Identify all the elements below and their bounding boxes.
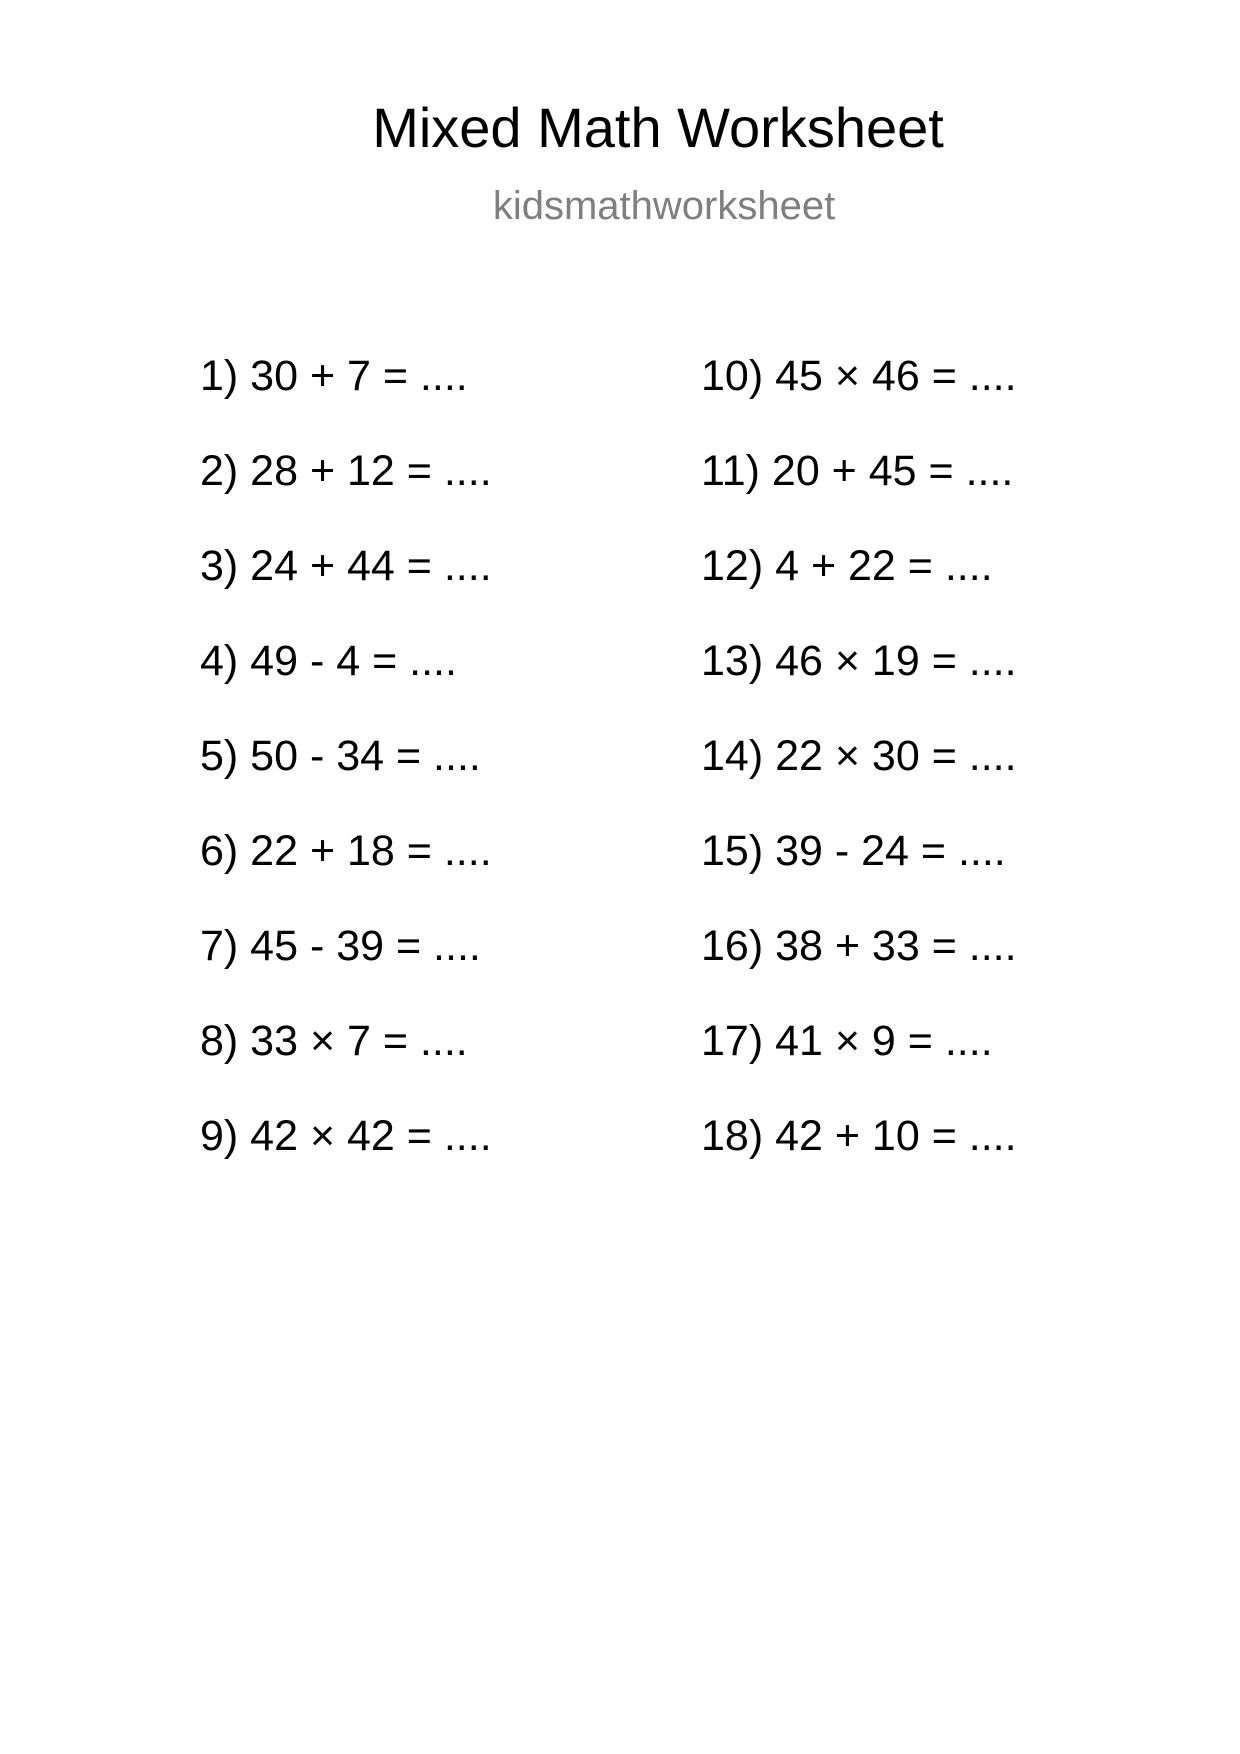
- problem-7: 7) 45 - 39 = ....: [200, 922, 481, 970]
- problem-3: 3) 24 + 44 = ....: [200, 542, 492, 590]
- problem-1: 1) 30 + 7 = ....: [200, 352, 468, 400]
- problem-column-left: [200, 350, 492, 1205]
- problem-column-right: [701, 350, 1017, 1205]
- problem-10: 10) 45 × 46 = ....: [701, 352, 1017, 400]
- problem-13: 13) 46 × 19 = ....: [701, 637, 1017, 685]
- problem-12: 12) 4 + 22 = ....: [701, 542, 993, 590]
- problem-9: 9) 42 × 42 = ....: [200, 1112, 492, 1160]
- problem-5: 5) 50 - 34 = ....: [200, 732, 481, 780]
- problem-8: 8) 33 × 7 = ....: [200, 1017, 468, 1065]
- problem-4: 4) 49 - 4 = ....: [200, 637, 457, 685]
- page-title: Mixed Math Worksheet: [372, 96, 944, 159]
- problem-18: 18) 42 + 10 = ....: [701, 1112, 1017, 1160]
- page-subtitle: kidsmathworksheet: [492, 184, 836, 228]
- problem-6: 6) 22 + 18 = ....: [200, 827, 492, 875]
- problem-11: 11) 20 + 45 = ....: [701, 447, 1014, 495]
- problem-2: 2) 28 + 12 = ....: [200, 447, 492, 495]
- problem-15: 15) 39 - 24 = ....: [701, 827, 1006, 875]
- problem-16: 16) 38 + 33 = ....: [701, 922, 1017, 970]
- problem-14: 14) 22 × 30 = ....: [701, 732, 1017, 780]
- problem-17: 17) 41 × 9 = ....: [701, 1017, 993, 1065]
